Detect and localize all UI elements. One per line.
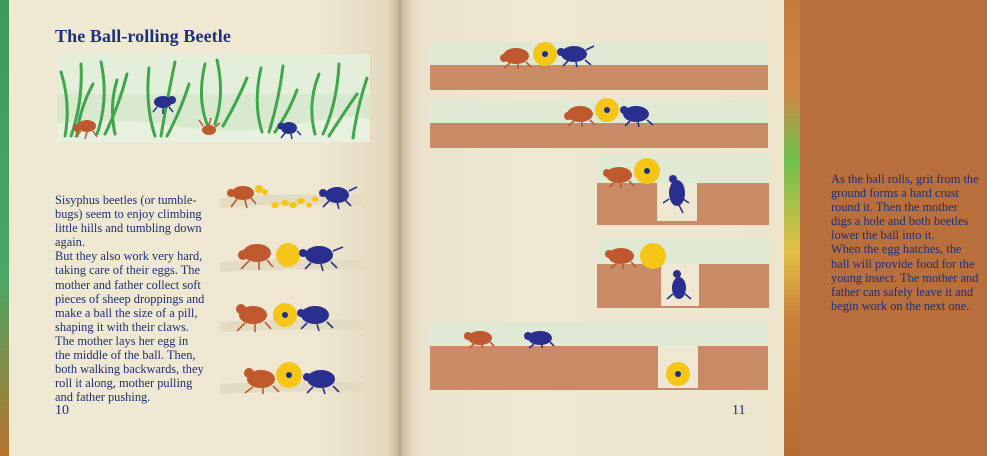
ground-strip-illustration-2 bbox=[430, 100, 768, 148]
page-number-right: 11 bbox=[732, 403, 746, 418]
page-number-left: 10 bbox=[55, 403, 69, 418]
right-page bbox=[399, 0, 979, 456]
left-paragraph: Sisyphus beetles (or tumble- bugs) seem to enjoy climbing little hills and tumbling down again. But they also work very hard, taking care of their eggs. The mother and father collect soft pieces of sheep droppings and make a ball the size of a pill, shaping it with their claws. The mother lays her egg in the middle of the ball. Then, both walking backwards, they roll it along, mother pulling and father pushing. bbox=[55, 193, 205, 405]
beetle-sequence-illustration bbox=[215, 175, 365, 395]
hole-illustration-2 bbox=[597, 238, 769, 308]
ground-strip-illustration-3 bbox=[430, 322, 768, 390]
ground-strip-illustration bbox=[430, 42, 768, 90]
book-cover-edge-right bbox=[784, 0, 800, 456]
page-title: The Ball-rolling Beetle bbox=[55, 26, 231, 46]
book-gutter bbox=[388, 0, 412, 456]
left-page bbox=[0, 0, 399, 456]
book-cover-edge-left bbox=[0, 0, 9, 456]
hole-illustration bbox=[597, 155, 769, 225]
grass-illustration bbox=[57, 54, 370, 142]
right-paragraph: As the ball rolls, grit from the ground forms a hard crust round it. Then the mother digs a hole and both beetles lower the ball into it. When the egg hatches, the ball will provide food for the young insect. The mother and father can safely leave it and begin work on the next one. bbox=[831, 172, 979, 313]
